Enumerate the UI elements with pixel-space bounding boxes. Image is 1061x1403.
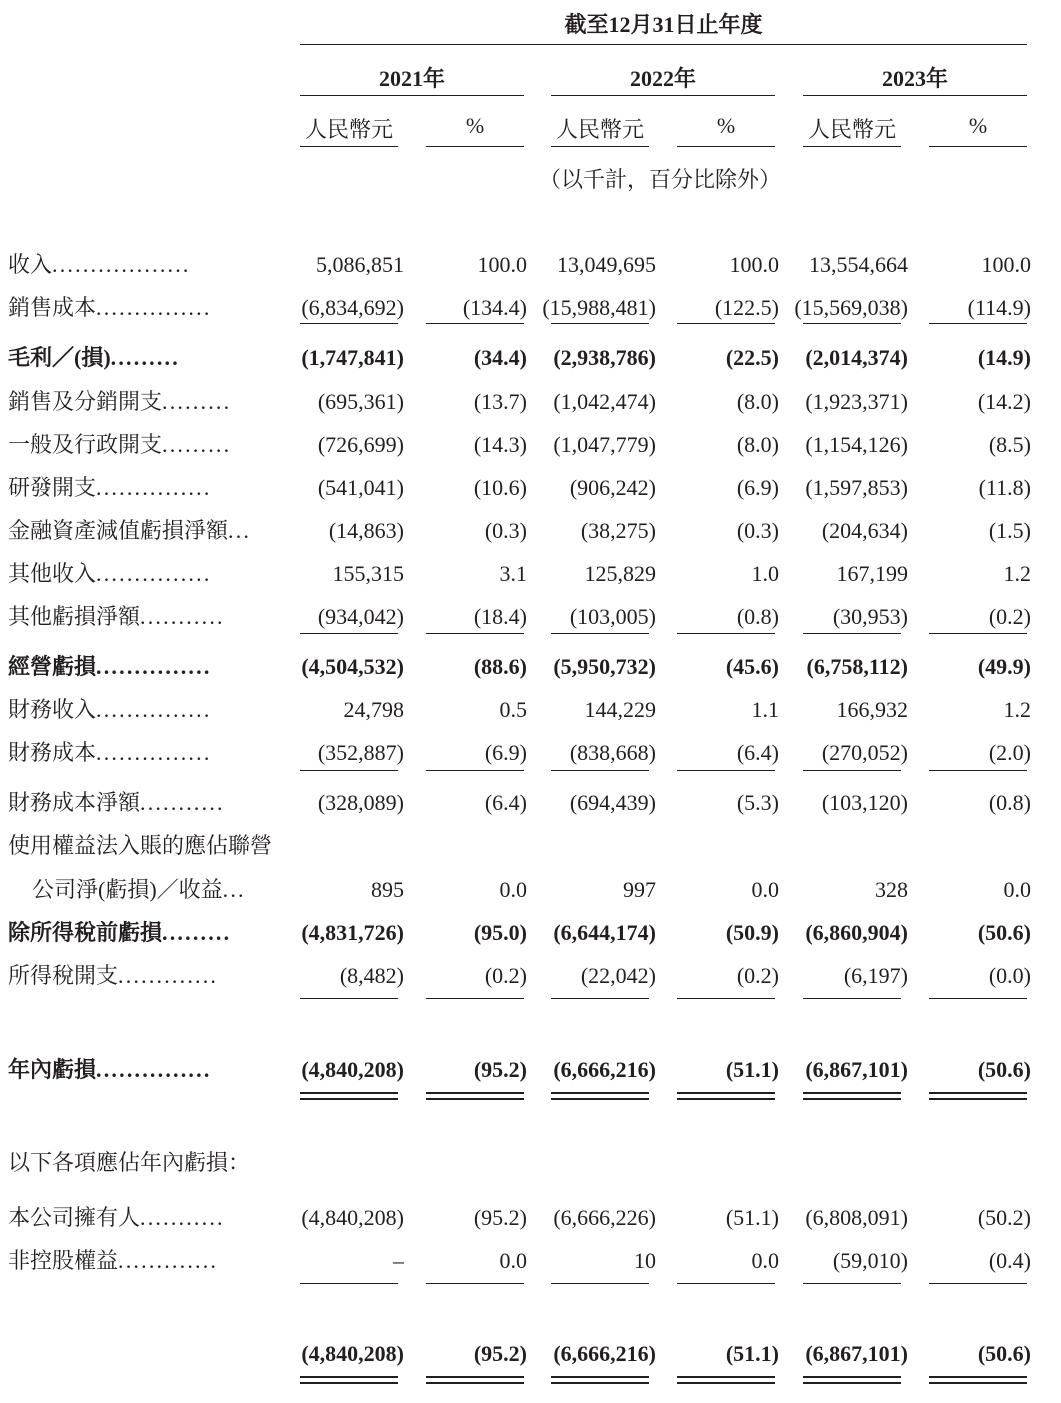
subtotal-rule [677, 770, 775, 771]
cell-rmb-2021: – [393, 1248, 404, 1273]
total-double-rule [803, 1376, 901, 1384]
table-row [0, 956, 1061, 996]
table-row [0, 1050, 1061, 1090]
leader-dots: ............... [96, 697, 212, 722]
cell-rmb-2022: (6,666,216) [553, 1341, 656, 1366]
cell-rmb-2021: (6,834,692) [301, 295, 404, 320]
cell-rmb-2021: (1,747,841) [301, 345, 404, 370]
cell-rmb-2021: (328,089) [317, 790, 404, 815]
cell-pct-2022: (45.6) [725, 654, 779, 679]
table-row [0, 288, 1061, 328]
cell-rmb-2021: (695,361) [317, 389, 404, 414]
cell-rmb-2022: 13,049,695 [557, 252, 656, 277]
leader-dots: ......... [162, 920, 232, 945]
leader-dots: ......... [110, 345, 180, 370]
cell-pct-2023: (2.0) [988, 740, 1031, 765]
cell-rmb-2022: (38,275) [580, 518, 656, 543]
cell-rmb-2021: (14,863) [328, 518, 404, 543]
cell-rmb-2023: (15,569,038) [794, 295, 908, 320]
subtotal-rule [426, 770, 524, 771]
cell-pct-2022: 0.0 [751, 877, 779, 902]
cell-pct-2021: (134.4) [462, 295, 527, 320]
cell-pct-2023: (8.5) [988, 432, 1031, 457]
cell-rmb-2023: (6,867,101) [805, 1057, 908, 1082]
total-double-rule [551, 1092, 649, 1100]
leader-dots: ............... [96, 475, 212, 500]
cell-rmb-2023: (2,014,374) [805, 345, 908, 370]
row-label-text: 收入 [8, 252, 53, 277]
year-2023-header: 2023年 [881, 66, 948, 91]
subtotal-rule [300, 633, 398, 634]
cell-pct-2021: (10.6) [473, 475, 527, 500]
percent-header-2023: % [968, 113, 988, 138]
cell-rmb-2021: (726,699) [317, 432, 404, 457]
row-label [8, 597, 225, 637]
row-label-text: 財務成本淨額 [8, 790, 141, 815]
year-2022-underline [551, 95, 775, 96]
subheader-underline [677, 146, 775, 147]
row-label [8, 338, 180, 378]
cell-rmb-2022: (694,439) [569, 790, 656, 815]
leader-dots: ............... [96, 561, 212, 586]
cell-rmb-2022: (838,668) [569, 740, 656, 765]
cell-rmb-2023: (1,154,126) [805, 432, 908, 457]
cell-rmb-2021: (352,887) [317, 740, 404, 765]
cell-pct-2021: (95.2) [473, 1341, 527, 1366]
subtotal-rule [803, 998, 901, 999]
cell-pct-2021: (13.7) [473, 389, 527, 414]
total-double-rule [551, 1376, 649, 1384]
table-row [0, 554, 1061, 594]
row-label [8, 1050, 212, 1090]
cell-pct-2021: (88.6) [473, 654, 527, 679]
table-row [0, 1198, 1061, 1238]
cell-pct-2022: (122.5) [714, 295, 779, 320]
cell-rmb-2023: 328 [875, 877, 908, 902]
subtotal-rule [551, 323, 649, 324]
cell-pct-2022: 100.0 [729, 252, 779, 277]
table-row [0, 338, 1061, 378]
cell-pct-2021: 100.0 [477, 252, 527, 277]
cell-rmb-2021: 895 [371, 877, 404, 902]
row-label [8, 783, 225, 823]
table-row [0, 382, 1061, 422]
cell-rmb-2021: 24,798 [343, 697, 404, 722]
cell-pct-2023: (14.2) [977, 389, 1031, 414]
cell-rmb-2023: (103,120) [821, 790, 908, 815]
row-label [8, 1241, 218, 1281]
leader-dots: ........... [140, 790, 225, 815]
cell-pct-2021: (0.3) [484, 518, 527, 543]
leader-dots: .................. [52, 252, 191, 277]
subtotal-rule [929, 998, 1027, 999]
subtotal-rule [677, 1283, 775, 1284]
table-row [0, 690, 1061, 730]
currency-header-2023: 人民幣元 [807, 117, 896, 142]
cell-pct-2022: (0.3) [736, 518, 779, 543]
row-label [8, 511, 251, 551]
cell-rmb-2021: (4,504,532) [301, 654, 404, 679]
cell-pct-2023: (14.9) [977, 345, 1031, 370]
cell-pct-2023: 1.2 [1003, 561, 1031, 586]
subtotal-rule [677, 323, 775, 324]
cell-pct-2023: (0.2) [988, 604, 1031, 629]
table-row [0, 1143, 1061, 1183]
cell-pct-2021: 0.5 [499, 697, 527, 722]
cell-rmb-2022: 144,229 [584, 697, 656, 722]
year-2023-underline [803, 95, 1027, 96]
cell-pct-2023: (0.8) [988, 790, 1031, 815]
table-row [0, 597, 1061, 637]
row-label-text: 其他虧損淨額 [8, 604, 141, 629]
row-label [8, 554, 212, 594]
cell-rmb-2022: 10 [634, 1248, 656, 1273]
cell-rmb-2023: (6,758,112) [806, 654, 908, 679]
period-header: 截至12月31日止年度 [564, 12, 763, 37]
subtotal-rule [551, 770, 649, 771]
unit-note: （以千計，百分比除外） [538, 167, 781, 192]
cell-pct-2022: 1.1 [751, 697, 779, 722]
cell-pct-2022: (51.1) [725, 1341, 779, 1366]
row-label [8, 647, 212, 687]
cell-rmb-2023: (1,597,853) [805, 475, 908, 500]
cell-pct-2021: (6.9) [484, 740, 527, 765]
subtotal-rule [929, 323, 1027, 324]
cell-pct-2022: (51.1) [725, 1057, 779, 1082]
cell-rmb-2023: (204,634) [821, 518, 908, 543]
subheader-underline [803, 146, 901, 147]
cell-rmb-2023: (270,052) [821, 740, 908, 765]
cell-rmb-2021: (4,831,726) [301, 920, 404, 945]
subheader-underline [300, 146, 398, 147]
leader-dots: ......... [162, 389, 232, 414]
leader-dots: ........... [140, 1205, 225, 1230]
subtotal-rule [300, 1283, 398, 1284]
row-label [8, 690, 212, 730]
row-label-text: 非控股權益 [8, 1248, 119, 1273]
cell-pct-2021: (0.2) [484, 963, 527, 988]
subtotal-rule [803, 323, 901, 324]
leader-dots: ............... [96, 295, 212, 320]
leader-dots: ............. [118, 1248, 219, 1273]
subtotal-rule [803, 770, 901, 771]
row-label-text: 金融資產減值虧損淨額 [8, 518, 229, 543]
total-double-rule [803, 1092, 901, 1100]
cell-pct-2022: (50.9) [725, 920, 779, 945]
row-label-text: 其他收入 [8, 561, 97, 586]
table-row [0, 913, 1061, 953]
row-label [8, 382, 231, 422]
cell-rmb-2022: 997 [623, 877, 656, 902]
cell-pct-2021: (6.4) [484, 790, 527, 815]
cell-pct-2022: (8.0) [736, 432, 779, 457]
table-row [0, 511, 1061, 551]
subtotal-rule [929, 633, 1027, 634]
cell-rmb-2021: 5,086,851 [316, 252, 404, 277]
total-double-rule [929, 1376, 1027, 1384]
total-double-rule [300, 1376, 398, 1384]
cell-pct-2022: (0.2) [736, 963, 779, 988]
row-label-text: 財務成本 [8, 740, 97, 765]
subtotal-rule [426, 323, 524, 324]
row-label-text: 經營虧損 [8, 654, 97, 679]
cell-rmb-2022: (2,938,786) [553, 345, 656, 370]
cell-rmb-2021: (4,840,208) [301, 1057, 404, 1082]
subtotal-rule [677, 633, 775, 634]
table-row [0, 783, 1061, 823]
cell-pct-2023: (50.6) [977, 1057, 1031, 1082]
cell-pct-2023: (11.8) [978, 475, 1031, 500]
cell-rmb-2021: (8,482) [339, 963, 404, 988]
cell-pct-2022: (6.4) [736, 740, 779, 765]
cell-pct-2022: (22.5) [725, 345, 779, 370]
row-label-text: 除所得稅前虧損 [8, 920, 163, 945]
cell-rmb-2023: 166,932 [836, 697, 908, 722]
total-double-rule [929, 1092, 1027, 1100]
cell-pct-2023: (114.9) [967, 295, 1031, 320]
row-label-text: 公司淨(虧損)／收益 [32, 877, 223, 902]
cell-pct-2023: 1.2 [1003, 697, 1031, 722]
cell-rmb-2022: 125,829 [584, 561, 656, 586]
cell-pct-2021: 3.1 [499, 561, 527, 586]
cell-rmb-2021: (541,041) [317, 475, 404, 500]
currency-header-2021: 人民幣元 [304, 117, 393, 142]
total-double-rule [426, 1376, 524, 1384]
row-label [8, 288, 212, 328]
row-label-text: 財務收入 [8, 697, 97, 722]
row-label [8, 1198, 225, 1238]
leader-dots: ... [228, 518, 252, 543]
cell-pct-2021: 0.0 [499, 877, 527, 902]
subtotal-rule [300, 323, 398, 324]
table-row [0, 425, 1061, 465]
leader-dots: ............. [118, 963, 219, 988]
total-double-rule [300, 1092, 398, 1100]
row-label-text: 使用權益法入賬的應佔聯營 [8, 833, 273, 858]
subtotal-rule [803, 1283, 901, 1284]
cell-rmb-2023: (30,953) [832, 604, 908, 629]
table-row [0, 1241, 1061, 1281]
table-row [0, 468, 1061, 508]
table-row [0, 733, 1061, 773]
percent-header-2022: % [716, 113, 736, 138]
row-label [8, 468, 212, 508]
cell-rmb-2023: (6,808,091) [805, 1205, 908, 1230]
row-label-text: 一般及行政開支 [8, 432, 163, 457]
cell-pct-2022: (5.3) [736, 790, 779, 815]
table-row [0, 245, 1061, 285]
cell-pct-2023: (49.9) [977, 654, 1031, 679]
subheader-underline [929, 146, 1027, 147]
leader-dots: ......... [162, 432, 232, 457]
row-label-text: 銷售成本 [8, 295, 97, 320]
row-label [8, 956, 218, 996]
cell-pct-2022: 0.0 [751, 1248, 779, 1273]
cell-pct-2023: (50.6) [977, 920, 1031, 945]
subtotal-rule [426, 633, 524, 634]
cell-rmb-2023: (59,010) [832, 1248, 908, 1273]
row-label [8, 245, 191, 285]
cell-pct-2022: 1.0 [751, 561, 779, 586]
cell-pct-2023: 100.0 [981, 252, 1031, 277]
cell-pct-2021: (14.3) [473, 432, 527, 457]
cell-rmb-2022: (103,005) [569, 604, 656, 629]
cell-pct-2021: (18.4) [473, 604, 527, 629]
cell-pct-2022: (8.0) [736, 389, 779, 414]
cell-rmb-2022: (5,950,732) [553, 654, 656, 679]
leader-dots: ............... [96, 740, 212, 765]
cell-pct-2022: (6.9) [736, 475, 779, 500]
cell-pct-2023: 0.0 [1003, 877, 1031, 902]
row-label-text: 所得稅開支 [8, 963, 119, 988]
cell-pct-2021: (95.2) [473, 1057, 527, 1082]
row-label [8, 913, 231, 953]
leader-dots: ........... [140, 604, 225, 629]
cell-rmb-2023: 13,554,664 [809, 252, 908, 277]
total-double-rule [677, 1092, 775, 1100]
row-label-text: 以下各項應佔年內虧損： [8, 1150, 251, 1175]
cell-rmb-2022: (1,047,779) [553, 432, 656, 457]
cell-pct-2021: (95.2) [473, 1205, 527, 1230]
leader-dots: ... [222, 877, 246, 902]
period-underline [300, 44, 1027, 45]
subtotal-rule [929, 770, 1027, 771]
cell-rmb-2022: (6,644,174) [553, 920, 656, 945]
year-2021-header: 2021年 [378, 66, 445, 91]
row-label-text: 銷售及分銷開支 [8, 389, 163, 414]
subtotal-rule [300, 998, 398, 999]
leader-dots: ............... [96, 654, 212, 679]
row-label-text: 研發開支 [8, 475, 97, 500]
row-label [8, 826, 272, 866]
subheader-underline [426, 146, 524, 147]
cell-rmb-2023: (6,860,904) [805, 920, 908, 945]
cell-pct-2022: (0.8) [736, 604, 779, 629]
cell-pct-2022: (51.1) [725, 1205, 779, 1230]
cell-rmb-2023: (6,197) [843, 963, 908, 988]
percent-header-2021: % [465, 113, 485, 138]
cell-rmb-2022: (6,666,226) [553, 1205, 656, 1230]
subtotal-rule [426, 1283, 524, 1284]
leader-dots: ............... [96, 1057, 212, 1082]
row-label-text: 年內虧損 [8, 1057, 97, 1082]
subtotal-rule [677, 998, 775, 999]
cell-rmb-2021: 155,315 [332, 561, 404, 586]
row-label [8, 1143, 250, 1183]
year-2021-underline [300, 95, 524, 96]
cell-rmb-2023: 167,199 [836, 561, 908, 586]
cell-pct-2023: (0.4) [988, 1248, 1031, 1273]
row-label [8, 425, 231, 465]
cell-pct-2023: (1.5) [988, 518, 1031, 543]
subtotal-rule [551, 1283, 649, 1284]
cell-rmb-2021: (934,042) [317, 604, 404, 629]
currency-header-2022: 人民幣元 [555, 117, 644, 142]
cell-rmb-2022: (1,042,474) [553, 389, 656, 414]
cell-rmb-2023: (1,923,371) [805, 389, 908, 414]
year-2022-header: 2022年 [629, 66, 696, 91]
subtotal-rule [929, 1283, 1027, 1284]
cell-pct-2023: (50.6) [977, 1341, 1031, 1366]
cell-pct-2021: 0.0 [499, 1248, 527, 1273]
subtotal-rule [803, 633, 901, 634]
cell-rmb-2023: (6,867,101) [805, 1341, 908, 1366]
cell-rmb-2022: (906,242) [569, 475, 656, 500]
cell-pct-2021: (95.0) [473, 920, 527, 945]
cell-pct-2021: (34.4) [473, 345, 527, 370]
table-row [0, 647, 1061, 687]
cell-rmb-2021: (4,840,208) [301, 1205, 404, 1230]
subtotal-rule [551, 998, 649, 999]
cell-rmb-2022: (15,988,481) [542, 295, 656, 320]
row-label [32, 870, 246, 910]
table-row [0, 826, 1061, 866]
subtotal-rule [551, 633, 649, 634]
total-double-rule [426, 1092, 524, 1100]
cell-rmb-2022: (22,042) [580, 963, 656, 988]
table-row [0, 870, 1061, 910]
subtotal-rule [426, 998, 524, 999]
cell-rmb-2022: (6,666,216) [553, 1057, 656, 1082]
cell-rmb-2021: (4,840,208) [301, 1341, 404, 1366]
subtotal-rule [300, 770, 398, 771]
row-label [8, 733, 212, 773]
cell-pct-2023: (0.0) [988, 963, 1031, 988]
row-label-text: 毛利／(損) [8, 345, 111, 370]
total-double-rule [677, 1376, 775, 1384]
row-label-text: 本公司擁有人 [8, 1205, 141, 1230]
subheader-underline [551, 146, 649, 147]
cell-pct-2023: (50.2) [977, 1205, 1031, 1230]
table-row [0, 1334, 1061, 1374]
